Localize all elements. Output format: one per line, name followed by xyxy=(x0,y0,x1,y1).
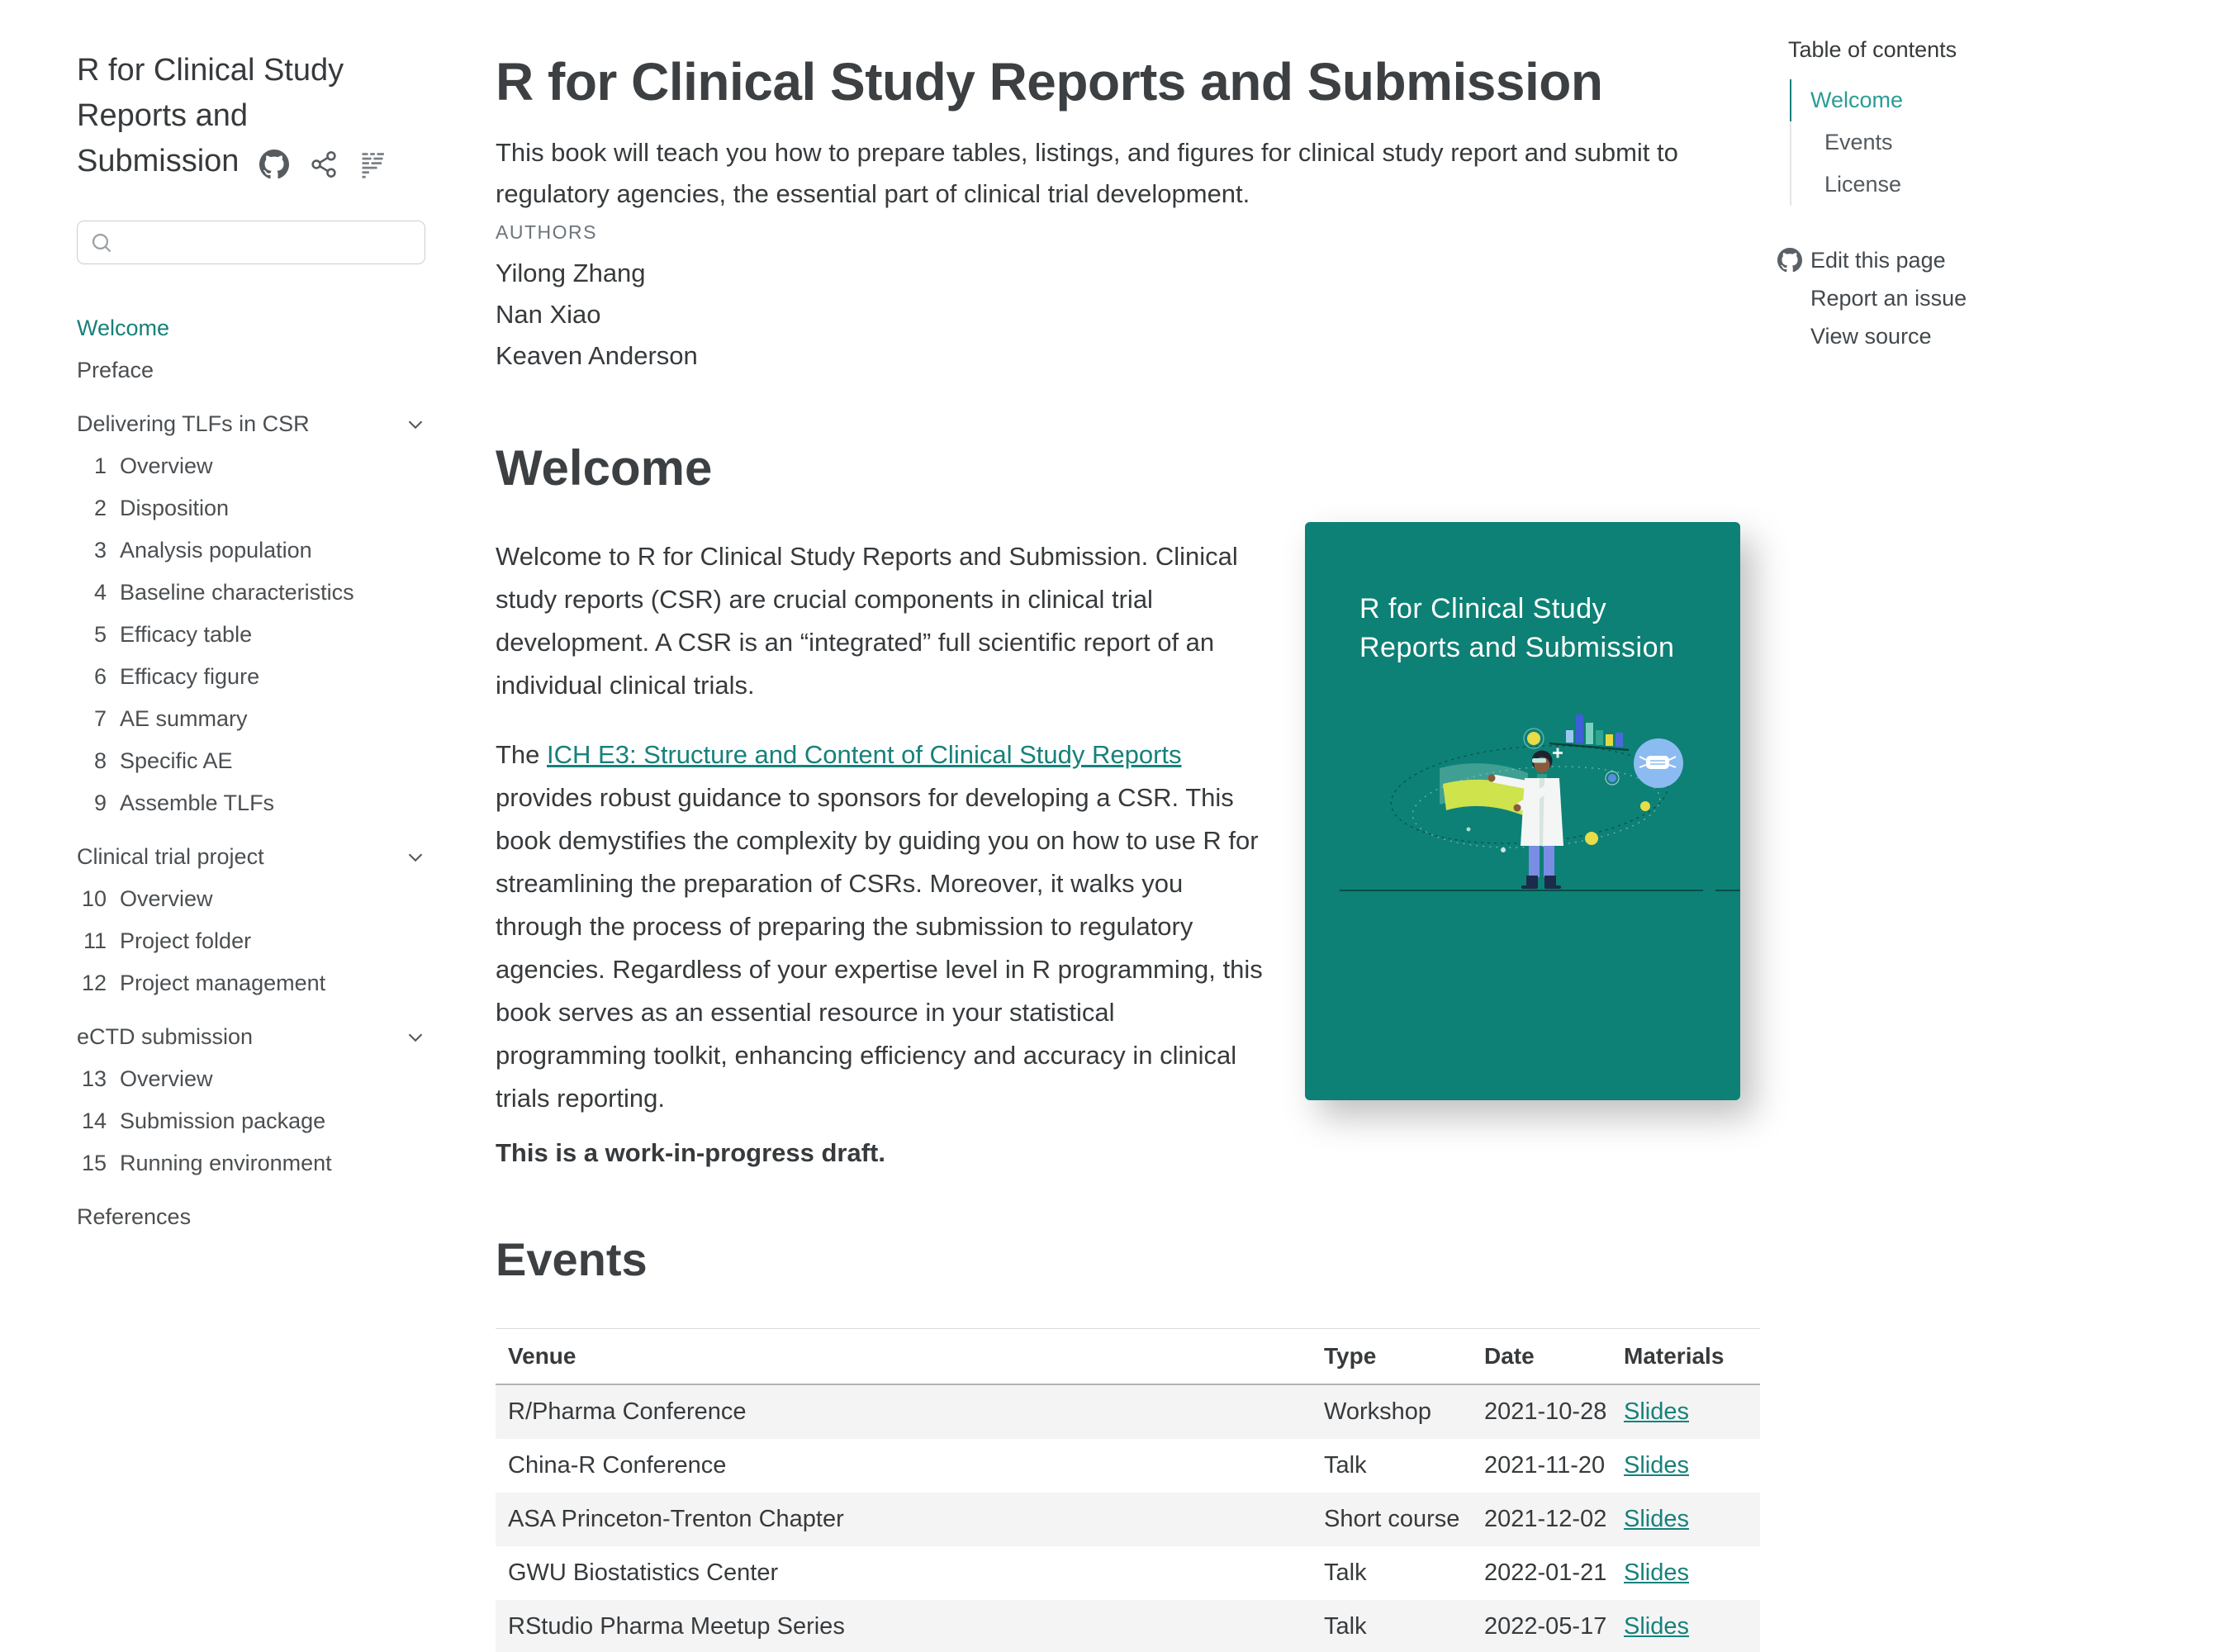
meta-link-label: View source xyxy=(1810,323,1932,349)
sidebar-item-label: Welcome xyxy=(77,316,170,340)
cell-venue: ASA Princeton-Trenton Chapter xyxy=(508,1506,844,1532)
col-header-venue: Venue xyxy=(496,1329,1312,1385)
authors-list xyxy=(496,253,698,377)
toc-item-license[interactable]: License xyxy=(1790,164,1903,206)
author-name: Nan Xiao xyxy=(496,300,601,329)
sidebar xyxy=(77,48,434,1238)
book-title-text: R for Clinical Study Reports and Submission xyxy=(77,53,344,178)
share-icon[interactable] xyxy=(310,150,338,178)
sidebar-item-preface[interactable] xyxy=(77,349,434,392)
cell-date: 2022-01-21 xyxy=(1484,1559,1607,1586)
sidebar-item-label: Running environment xyxy=(120,1151,332,1175)
author-name: Keaven Anderson xyxy=(496,341,698,370)
page-subtitle: This book will teach you how to prepare tables, listings, and figures for clinical study report and submit to regulatory agencies, the essential part of clinical trial development. xyxy=(496,138,1678,208)
sidebar-item-analysis-population[interactable] xyxy=(77,529,434,572)
events-table xyxy=(496,1328,1760,1652)
sidebar-item-label: Delivering TLFs in CSR xyxy=(77,411,310,436)
para2-prefix: The xyxy=(496,740,548,769)
cell-type: Talk xyxy=(1324,1452,1367,1479)
book-cover-image xyxy=(1305,522,1740,1100)
sidebar-item-label: Overview xyxy=(120,1066,213,1091)
sidebar-item-overview[interactable] xyxy=(77,878,434,920)
chapter-number: 6 xyxy=(93,664,107,689)
chevron-down-icon[interactable] xyxy=(406,415,425,434)
welcome-paragraph-2 xyxy=(496,733,1272,1120)
book-title-sidebar xyxy=(77,48,407,186)
sidebar-item-label: Specific AE xyxy=(120,748,233,773)
cell-date: 2021-11-20 xyxy=(1484,1452,1606,1479)
chapter-number: 11 xyxy=(83,928,107,953)
sidebar-item-label: eCTD submission xyxy=(77,1024,254,1049)
ich-e3-link[interactable]: ICH E3: Structure and Content of Clinical Study Reports xyxy=(547,740,1182,769)
chevron-down-icon[interactable] xyxy=(406,1028,425,1047)
chapter-number: 12 xyxy=(81,971,107,995)
slides-link[interactable]: Slides xyxy=(1624,1506,1689,1532)
toc-item-welcome[interactable]: Welcome xyxy=(1790,79,1903,121)
sidebar-item-label: Efficacy table xyxy=(120,622,253,647)
sidebar-item-label: AE summary xyxy=(120,706,248,731)
toc-item-events[interactable]: Events xyxy=(1790,121,1903,164)
main-content xyxy=(496,0,1760,1652)
table-row xyxy=(496,1439,1760,1493)
sidebar-item-label: Submission package xyxy=(120,1108,326,1133)
chapter-number: 3 xyxy=(93,538,107,563)
cell-type: Talk xyxy=(1324,1613,1367,1640)
sidebar-item-overview[interactable] xyxy=(77,445,434,487)
author-name: Yilong Zhang xyxy=(496,259,646,287)
cell-materials xyxy=(1611,1600,1760,1652)
sidebar-item-welcome[interactable] xyxy=(77,307,434,349)
sidebar-item-label: Preface xyxy=(77,358,154,382)
sidebar-item-clinical-trial-project[interactable] xyxy=(77,836,434,878)
sidebar-item-label: Project management xyxy=(120,971,326,995)
chapter-number: 14 xyxy=(81,1108,107,1133)
table-row xyxy=(496,1384,1760,1439)
meta-link-label: Report an issue xyxy=(1810,285,1967,311)
sidebar-item-ectd-submission[interactable] xyxy=(77,1016,434,1058)
sidebar-item-label: References xyxy=(77,1204,192,1229)
github-icon[interactable] xyxy=(259,150,289,179)
sidebar-item-submission-package[interactable] xyxy=(77,1100,434,1142)
cell-venue: China-R Conference xyxy=(508,1452,727,1479)
sidebar-item-label: Project folder xyxy=(120,928,252,953)
cell-venue: GWU Biostatistics Center xyxy=(508,1559,779,1586)
table-header-row xyxy=(496,1329,1760,1385)
toc-list xyxy=(1790,79,1903,206)
sidebar-item-label: Overview xyxy=(120,453,213,478)
cell-type: Short course xyxy=(1324,1506,1460,1532)
meta-link-label: Edit this page xyxy=(1810,247,1946,273)
toc-meta-links xyxy=(1777,241,1967,355)
search-icon xyxy=(89,230,114,255)
chapter-number: 2 xyxy=(93,496,107,520)
chapter-number: 5 xyxy=(93,622,107,647)
sidebar-item-specific-ae[interactable] xyxy=(77,740,434,782)
sidebar-item-label: Efficacy figure xyxy=(120,664,260,689)
cell-date: 2021-12-02 xyxy=(1484,1506,1607,1532)
sidebar-item-label: Overview xyxy=(120,886,213,911)
slides-link[interactable]: Slides xyxy=(1624,1452,1689,1479)
events-heading: Events xyxy=(496,1233,648,1285)
github-icon xyxy=(1777,248,1802,273)
col-header-type: Type xyxy=(1312,1329,1472,1385)
sidebar-item-assemble-tlfs[interactable] xyxy=(77,782,434,824)
outline-icon[interactable] xyxy=(358,150,387,179)
cell-venue: RStudio Pharma Meetup Series xyxy=(508,1613,845,1640)
cell-venue: R/Pharma Conference xyxy=(508,1398,747,1425)
cell-date: 2021-10-28 xyxy=(1484,1398,1607,1425)
sidebar-item-disposition[interactable] xyxy=(77,487,434,529)
toc-heading: Table of contents xyxy=(1788,37,1957,62)
cell-type: Talk xyxy=(1324,1559,1367,1586)
col-header-materials: Materials xyxy=(1611,1329,1760,1385)
slides-link[interactable]: Slides xyxy=(1624,1398,1689,1425)
sidebar-item-label: Clinical trial project xyxy=(77,844,264,869)
search-input[interactable] xyxy=(122,230,425,255)
col-header-date: Date xyxy=(1472,1329,1611,1385)
cell-materials xyxy=(1611,1546,1760,1600)
sidebar-item-label: Baseline characteristics xyxy=(120,580,354,605)
report-an-issue-link[interactable] xyxy=(1777,279,1967,317)
chapter-number: 1 xyxy=(93,453,107,478)
draft-note: This is a work-in-progress draft. xyxy=(496,1138,885,1167)
sidebar-item-overview[interactable] xyxy=(77,1058,434,1100)
authors-label: AUTHORS xyxy=(496,221,597,243)
page-title: R for Clinical Study Reports and Submission xyxy=(496,52,1603,112)
sidebar-item-label: Assemble TLFs xyxy=(120,790,275,815)
sidebar-item-project-management[interactable] xyxy=(77,962,434,1004)
cell-materials xyxy=(1611,1439,1760,1493)
chapter-number: 15 xyxy=(81,1151,107,1175)
table-row xyxy=(496,1493,1760,1546)
chapter-number: 8 xyxy=(93,748,107,773)
cell-materials xyxy=(1611,1493,1760,1546)
sidebar-item-efficacy-table[interactable] xyxy=(77,614,434,656)
chapter-number: 10 xyxy=(81,886,107,911)
sidebar-item-baseline-characteristics[interactable] xyxy=(77,572,434,614)
welcome-heading: Welcome xyxy=(496,440,713,496)
sidebar-item-efficacy-figure[interactable] xyxy=(77,656,434,698)
sidebar-item-project-folder[interactable] xyxy=(77,920,434,962)
edit-this-page-link[interactable] xyxy=(1777,241,1967,279)
cell-type: Workshop xyxy=(1324,1398,1432,1425)
chevron-down-icon[interactable] xyxy=(406,847,425,867)
welcome-paragraph-1: Welcome to R for Clinical Study Reports and Submission. Clinical study reports (CSR) are crucial components in clinical trial development. A CSR is an “integrated” full scientific report of an individual clinical trials. xyxy=(496,542,1238,700)
para2-suffix: provides robust guidance to sponsors for developing a CSR. This book demystifies the complexity by guiding you on how to use R for streamlining the preparation of CSRs. Moreover, it walks you through the process of preparing the submission to regulatory agencies. Regardless of your expertise level in R programming, this book serves as an essential resource in your statistical programming toolkit, enhancing efficiency and accuracy in clinical trials reporting. xyxy=(496,783,1263,1113)
slides-link[interactable]: Slides xyxy=(1624,1613,1689,1640)
chapter-number: 9 xyxy=(93,790,107,815)
sidebar-item-references[interactable] xyxy=(77,1196,434,1238)
sidebar-item-delivering-tlfs-in-csr[interactable] xyxy=(77,403,434,445)
slides-link[interactable]: Slides xyxy=(1624,1559,1689,1586)
sidebar-item-label: Analysis population xyxy=(120,538,312,563)
events-table-body xyxy=(496,1384,1760,1652)
cell-date: 2022-05-17 xyxy=(1484,1613,1607,1640)
table-row xyxy=(496,1600,1760,1652)
cell-materials xyxy=(1611,1384,1760,1439)
cover-title: R for Clinical Study Reports and Submission xyxy=(1359,593,1675,663)
chapter-number: 4 xyxy=(93,580,107,605)
view-source-link[interactable] xyxy=(1777,317,1967,355)
table-row xyxy=(496,1546,1760,1600)
sidebar-item-running-environment[interactable] xyxy=(77,1142,434,1184)
chapter-number: 13 xyxy=(81,1066,107,1091)
search-box[interactable] xyxy=(77,221,425,264)
sidebar-item-label: Disposition xyxy=(120,496,230,520)
sidebar-item-ae-summary[interactable] xyxy=(77,698,434,740)
chapter-number: 7 xyxy=(93,706,107,731)
sidebar-nav xyxy=(77,307,434,1238)
